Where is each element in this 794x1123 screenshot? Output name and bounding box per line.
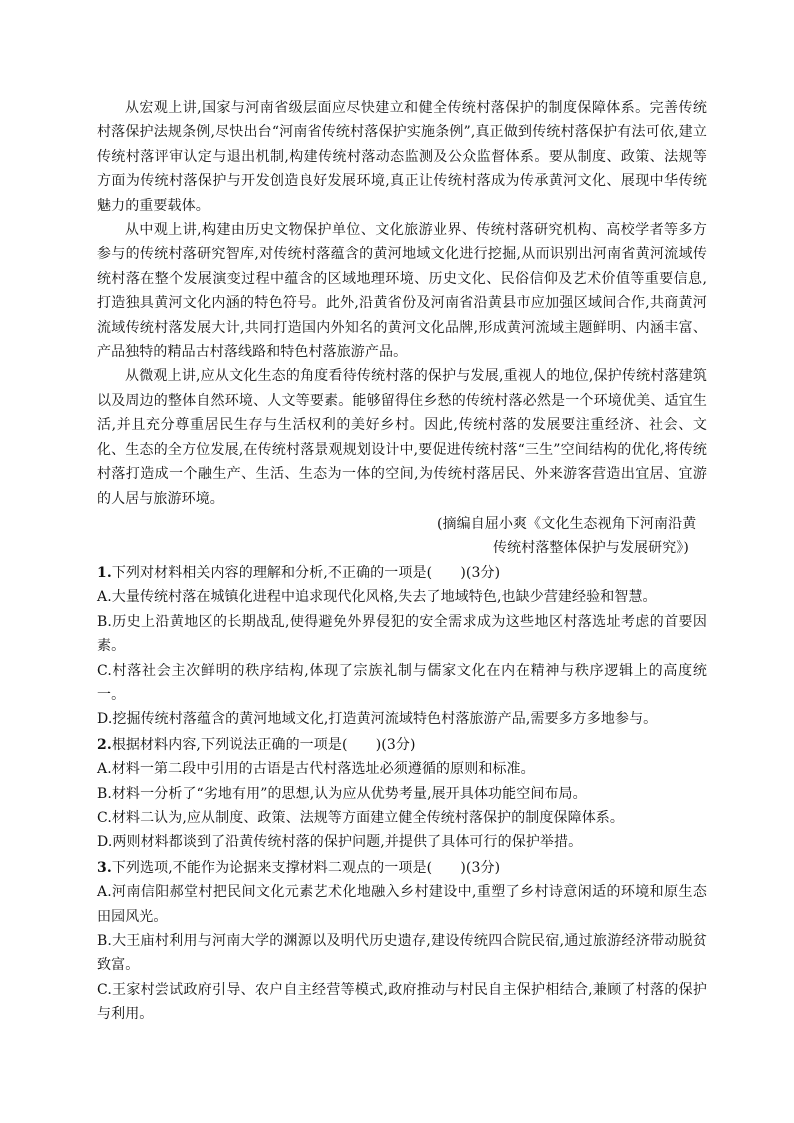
question-2-option-a: A.材料一第二段中引用的古语是古代村落选址必须遵循的原则和标准。 — [97, 761, 535, 778]
question-1-option-a: A.大量传统村落在城镇化进程中追求现代化风格,失去了地域特色,也缺少营建经验和智慧。 — [97, 589, 657, 606]
question-1-option-b: B.历史上沿黄地区的长期战乱,使得避免外界侵犯的安全需求成为这些地区村落选址考虑的首要因素。 — [97, 613, 707, 655]
question-2-option-d: D.两则材料都谈到了沿黄传统村落的保护问题,并提供了具体可行的保护举措。 — [97, 834, 583, 851]
question-3 — [97, 856, 707, 1027]
question-2-option-b: B.材料一分析了“劣地有用”的思想,认为应从优势考量,展开具体功能空间布局。 — [97, 785, 587, 802]
paragraph-meso: 从中观上讲,构建由历史文物保护单位、文化旅游业界、传统村落研究机构、高校学者等多方参与的传统村落研究智库,对传统村落蕴含的黄河地域文化进行挖掘,从而识别出河南省黄河流域传统村落在整个发展演变过程中蕴含的区域地理环境、历史文化、民俗信仰及艺术价值等重要信息,打造独具黄河文化内涵的特色符号。此外,沿黄省份及河南省沿黄县市应加强区域间合作,共商黄河流域传统村落发展大计,共同打造国内外知名的黄河文化品牌,形成黄河流域主题鲜明、内涵丰富、产品独特的精品古村落线路和特色村落旅游产品。 — [97, 222, 707, 361]
paragraph-macro: 从宏观上讲,国家与河南省级层面应尽快建立和健全传统村落保护的制度保障体系。完善传统村落保护法规条例,尽快出台“河南省传统村落保护实施条例”,真正做到传统村落保护有法可依,建立传统村落评审认定与退出机制,构建传统村落动态监测及公众监督体系。要从制度、政策、法规等方面为传统村落保护与开发创造良好发展环境,真正让传统村落成为传承黄河文化、展现中华传统魅力的重要载体。 — [97, 100, 707, 214]
question-2-option-c: C.材料二认为,应从制度、政策、法规等方面建立健全传统村落保护的制度保障体系。 — [97, 809, 625, 826]
question-2-stem — [97, 733, 707, 757]
question-1-number: 1. — [97, 564, 112, 581]
source-citation — [97, 512, 707, 560]
source-citation-line2: 传统村落整体保护与发展研究》) — [493, 539, 689, 556]
source-citation-line1: (摘编自屈小爽《文化生态视角下河南沿黄 — [437, 515, 697, 532]
paragraph-micro: 从微观上讲,应从文化生态的角度看待传统村落的保护与发展,重视人的地位,保护传统村落建筑以及周边的整体自然环境、人文等要素。能够留得住乡愁的传统村落必然是一个环境优美、适宜生活,并且充分尊重居民生存与生活权利的美好乡村。因此,传统村落的发展要注重经济、社会、文化、生态的全方位发展,在传统村落景观规划设计中,要促进传统村落“三生”空间结构的优化,将传统村落打造成一个融生产、生活、生态为一体的空间,为传统村落居民、外来游客营造出宜居、宜游的人居与旅游环境。 — [97, 368, 707, 507]
question-3-stem — [97, 856, 707, 880]
question-2-number: 2. — [97, 736, 112, 753]
article-body — [97, 96, 707, 1027]
question-3-number: 3. — [97, 859, 112, 876]
question-2 — [97, 733, 707, 855]
question-3-text: 下列选项,不能作为论据来支撑材料二观点的一项是( )(3分) — [111, 859, 501, 876]
question-3-option-c: C.王家村尝试政府引导、农户自主经营等模式,政府推动与村民自主保护相结合,兼顾了村落的保护与利用。 — [97, 981, 707, 1023]
question-3-option-b: B.大王庙村利用与河南大学的渊源以及明代历史遗存,建设传统四合院民宿,通过旅游经济带动脱贫致富。 — [97, 933, 707, 974]
question-1-option-c: C.村落社会主次鲜明的秩序结构,体现了宗族礼制与儒家文化在内在精神与秩序逻辑上的高度统一。 — [97, 662, 707, 703]
question-2-text: 根据材料内容,下列说法正确的一项是( )(3分) — [111, 736, 416, 753]
question-1 — [97, 561, 707, 732]
question-1-option-d: D.挖掘传统村落蕴含的黄河地域文化,打造黄河流域特色村落旅游产品,需要多方多地参与。 — [97, 711, 658, 728]
question-3-option-a: A.河南信阳郝堂村把民间文化元素艺术化地融入乡村建设中,重塑了乡村诗意闲适的环境和原生态田园风光。 — [97, 884, 707, 925]
question-1-stem — [97, 561, 707, 585]
question-1-text: 下列对材料相关内容的理解和分析,不正确的一项是( )(3分) — [111, 564, 501, 581]
